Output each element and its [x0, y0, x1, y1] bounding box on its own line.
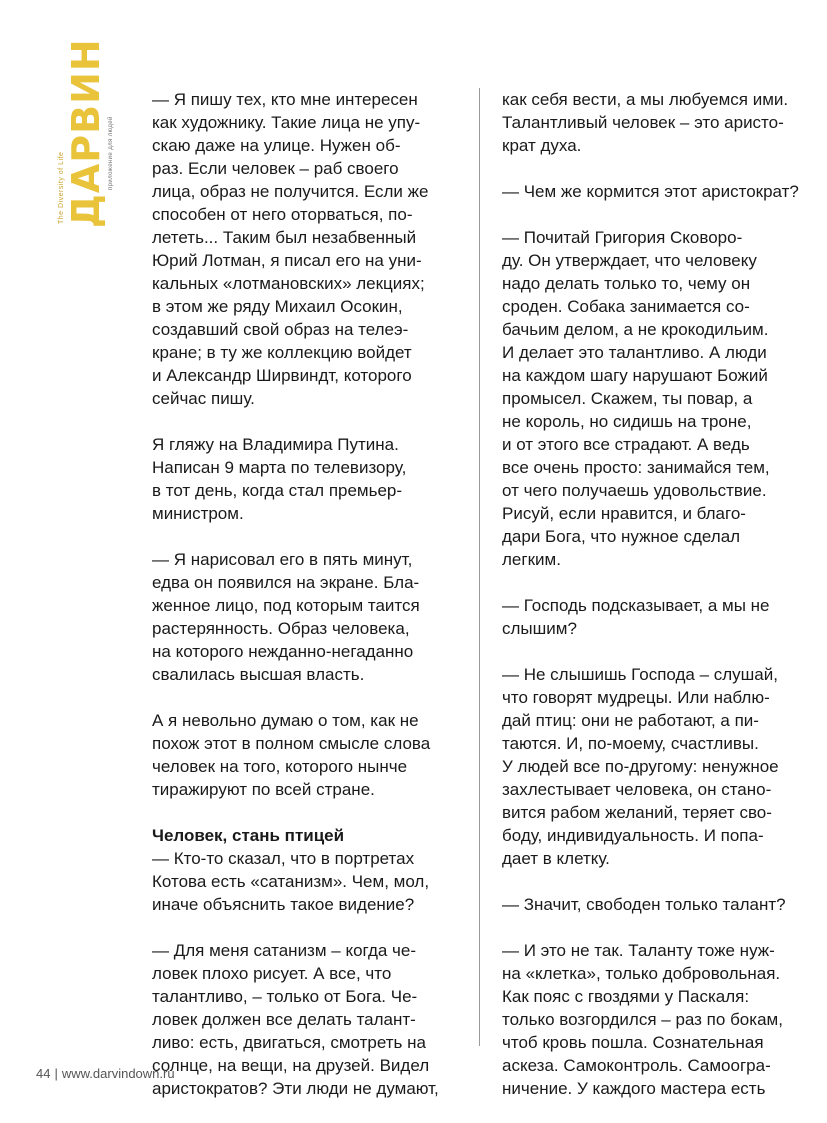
paragraph	[152, 548, 457, 686]
paragraph	[502, 939, 807, 1100]
text-line: Человек, стань птицей	[152, 826, 345, 845]
paragraph	[152, 939, 457, 1100]
text-line: — И это не так. Таланту тоже нуж-	[502, 941, 775, 960]
text-line: сроден. Собака занимается со-	[502, 297, 750, 316]
text-line: А я невольно думаю о том, как не	[152, 711, 419, 730]
text-line: ловек плохо рисует. А все, что	[152, 964, 392, 983]
text-line: ничение. У каждого мастера есть	[502, 1079, 766, 1098]
text-line: в этом же ряду Михаил Осокин,	[152, 297, 403, 316]
text-line: — Значит, свободен только талант?	[502, 895, 786, 914]
text-line: Как пояс с гвоздями у Паскаля:	[502, 987, 750, 1006]
logo-brand: ДАРВИН	[64, 38, 108, 228]
paragraph	[152, 88, 457, 410]
text-line: скаю даже на улице. Нужен об-	[152, 136, 401, 155]
text-line: министром.	[152, 504, 244, 523]
text-line: на которого нежданно-негаданно	[152, 642, 414, 661]
text-line: только возгордился – раз по бокам,	[502, 1010, 783, 1029]
text-line: дает в клетку.	[502, 849, 610, 868]
text-line: боду, индивидуальность. И попа-	[502, 826, 764, 845]
text-line: — Для меня сатанизм – когда че-	[152, 941, 417, 960]
text-line: создавший свой образ на телеэ-	[152, 320, 409, 339]
text-line: Котова есть «сатанизм». Чем, мол,	[152, 872, 430, 891]
text-line: едва он появился на экране. Бла-	[152, 573, 420, 592]
text-line: растерянность. Образ человека,	[152, 619, 410, 638]
text-line: лица, образ не получится. Если же	[152, 182, 429, 201]
text-line: кране; в ту же коллекцию войдет	[152, 343, 412, 362]
text-line: ду. Он утверждает, что человеку	[502, 251, 757, 270]
paragraph	[502, 594, 807, 640]
text-line: на «клетка», только добровольная.	[502, 964, 781, 983]
text-line: — Я пишу тех, кто мне интересен	[152, 90, 418, 109]
text-line: похож этот в полном смысле слова	[152, 734, 431, 753]
text-line: кальных «лотмановских» лекциях;	[152, 274, 425, 293]
article-column-right	[502, 88, 807, 1123]
text-line: тиражируют по всей стране.	[152, 780, 375, 799]
text-line: крат духа.	[502, 136, 582, 155]
text-line: человек на того, которого нынче	[152, 757, 408, 776]
text-line: — Кто-то сказал, что в портретах	[152, 849, 415, 868]
text-line: ловек должен все делать талант-	[152, 1010, 416, 1029]
text-line: — Не слышишь Господа – слушай,	[502, 665, 778, 684]
text-line: чтоб кровь пошла. Сознательная	[502, 1033, 764, 1052]
text-line: раз. Если человек – раб своего	[152, 159, 399, 178]
text-line: свалилась высшая власть.	[152, 665, 365, 684]
paragraph	[152, 709, 457, 801]
paragraph	[502, 663, 807, 870]
text-line: — Я нарисовал его в пять минут,	[152, 550, 413, 569]
column-divider	[479, 88, 480, 1046]
text-line: У людей все по-другому: ненужное	[502, 757, 779, 776]
paragraph	[502, 88, 807, 157]
logo	[58, 38, 122, 232]
text-line: от чего получаешь удовольствие.	[502, 481, 767, 500]
paragraph	[502, 226, 807, 571]
text-line: аристократов? Эти люди не думают,	[152, 1079, 439, 1098]
text-line: ливо: есть, двигаться, смотреть на	[152, 1033, 426, 1052]
text-line: — Почитай Григория Сковоро-	[502, 228, 743, 247]
paragraph	[152, 847, 457, 916]
paragraph	[502, 893, 807, 916]
text-line: надо делать только то, чему он	[502, 274, 751, 293]
text-line: дари Бога, что нужное сделал	[502, 527, 741, 546]
text-line: в тот день, когда стал премьер-	[152, 481, 403, 500]
text-line: талантливо, – только от Бога. Че-	[152, 987, 418, 1006]
text-line: лететь... Таким был незабвенный	[152, 228, 417, 247]
text-line: Написан 9 марта по телевизору,	[152, 458, 407, 477]
text-line: таются. И, по-моему, счастливы.	[502, 734, 759, 753]
website-link[interactable]: www.darvindown.ru	[61, 1066, 175, 1081]
text-line: и Александр Ширвиндт, которого	[152, 366, 412, 385]
logo-subtitle: приложение для людей	[108, 116, 114, 190]
text-line: бачьим делом, а не крокодильим.	[502, 320, 769, 339]
text-line: слышим?	[502, 619, 577, 638]
text-line: И делает это талантливо. А люди	[502, 343, 767, 362]
text-line: на каждом шагу нарушают Божий	[502, 366, 768, 385]
page-number: 44	[36, 1066, 51, 1081]
text-line: промысел. Скажем, ты повар, а	[502, 389, 753, 408]
logo-tagline: The Diversity of Life	[58, 151, 65, 224]
text-line: Юрий Лотман, я писал его на уни-	[152, 251, 422, 270]
text-line: дай птиц: они не работают, а пи-	[502, 711, 759, 730]
paragraph	[152, 433, 457, 525]
text-line: Я гляжу на Владимира Путина.	[152, 435, 399, 454]
page-footer	[36, 1066, 175, 1081]
footer-separator: |	[54, 1066, 58, 1081]
text-line: и от этого все страдают. А ведь	[502, 435, 750, 454]
text-line: что говорят мудрецы. Или наблю-	[502, 688, 770, 707]
section-heading	[152, 824, 457, 847]
text-line: сейчас пишу.	[152, 389, 255, 408]
article-column-left	[152, 88, 457, 1123]
text-line: вится рабом желаний, теряет сво-	[502, 803, 772, 822]
text-line: легким.	[502, 550, 561, 569]
text-line: способен от него оторваться, по-	[152, 205, 413, 224]
text-line: все очень просто: занимайся тем,	[502, 458, 770, 477]
text-line: как художнику. Такие лица не упу-	[152, 113, 421, 132]
text-line: солнце, на вещи, на друзей. Видел	[152, 1056, 430, 1075]
text-line: женное лицо, под которым таится	[152, 596, 420, 615]
text-line: как себя вести, а мы любуемся ими.	[502, 90, 789, 109]
text-line: не король, но сидишь на троне,	[502, 412, 752, 431]
text-line: Рисуй, если нравится, и благо-	[502, 504, 746, 523]
text-line: Талантливый человек – это аристо-	[502, 113, 784, 132]
text-line: — Чем же кормится этот аристократ?	[502, 182, 799, 201]
text-line: аскеза. Самоконтроль. Самоогра-	[502, 1056, 771, 1075]
paragraph	[502, 180, 807, 203]
text-line: иначе объяснить такое видение?	[152, 895, 415, 914]
text-line: захлестывает человека, он стано-	[502, 780, 772, 799]
text-line: — Господь подсказывает, а мы не	[502, 596, 770, 615]
